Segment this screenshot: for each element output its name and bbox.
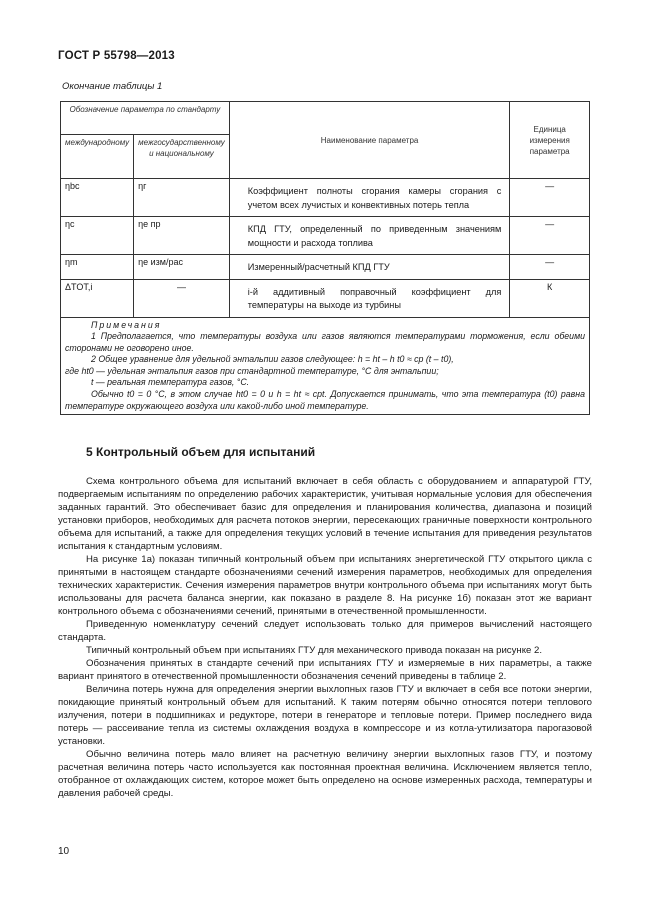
- cell-intl: ΔTOT,i: [61, 279, 134, 317]
- paragraph: Обычно величина потерь мало влияет на расчетную величину энергии выхлопных газов ГТУ, и поэтому расчетная величина потерь часто используется как постоянная проектная величина. Исключением является тепло, отобранное от охлаждающих систем, которое может быть определено на основе измеренных расхода, температуры и давления рабочей среды.: [58, 749, 592, 799]
- paragraph: Обозначения принятых в стандарте сечений при испытаниях ГТУ и измеряемые в них параметры, а также вариант принятого в отечественной промышленности обозначения сечений приведены в таблице 2.: [58, 658, 592, 682]
- cell-unit: —: [510, 255, 590, 280]
- cell-nat: ηг: [134, 179, 230, 217]
- table-notes: [61, 317, 590, 415]
- note-1: 1 Предполагается, что температуры воздуха или газов являются температурами торможения, если обеими сторонами не оговорено иное.: [65, 331, 585, 353]
- cell-intl: ηm: [61, 255, 134, 280]
- paragraph: Типичный контрольный объем при испытаниях ГТУ для механического привода показан на рисунке 2.: [86, 645, 543, 656]
- section-title: 5 Контрольный объем для испытаний: [86, 445, 316, 459]
- parameters-table: [60, 101, 590, 415]
- note-2a: 2 Общее уравнение для удельной энтальпии газов следующее: h = ht – h t0 ≈ cp (t – t0),: [91, 354, 454, 365]
- paragraph: Величина потерь нужна для определения энергии выхлопных газов ГТУ и включает в себя все потоки энергии, покидающие принятый контрольный объем для испытаний. К таким потерям обычно относятся потери теплового излучения, потери в подшипниках и редукторе, потери в генераторе и тепловые потери. Пример последнего вида потерь — рассеивание тепла из системы охлаждения воздуха в компрессоре и из котла-утилизатора парогазовой установки.: [58, 684, 592, 747]
- table-row: [61, 217, 590, 255]
- cell-intl: ηbc: [61, 179, 134, 217]
- header-unit: Единица измерения параметра: [510, 102, 590, 179]
- cell-nat: ηе изм/рас: [134, 255, 230, 280]
- cell-intl: ηc: [61, 217, 134, 255]
- header-designation: Обозначение параметра по стандарту: [61, 102, 230, 135]
- note-2d: Обычно t0 = 0 °С, в этом случае ht0 = 0 и h = ht ≈ cpt. Допускается принимать, что эта температура (t0) равна температуре окружающего воздуха или какой-либо иной температуре.: [65, 389, 585, 411]
- note-2c: t — реальная температура газов, °С.: [91, 377, 250, 388]
- cell-name: КПД ГТУ, определенный по приведенным значениям мощности и расхода топлива: [229, 217, 510, 255]
- cell-name: i-й аддитивный поправочный коэффициент для температуры на выходе из турбины: [229, 279, 510, 317]
- header-international: международному: [61, 135, 134, 179]
- note-2b: где ht0 — удельная энтальпия газов при стандартной температуре, °С для энтальпии;: [65, 365, 439, 376]
- paragraph: На рисунке 1а) показан типичный контрольный объем при испытаниях энергетической ГТУ открытого цикла с принятыми в настоящем стандарте обозначениями сечений измерения параметров, необходимых для определения технических характеристик. Сечения измерения параметров внутри контрольного объема при испытаниях могут быть использованы для расчета баланса энергии, как показано в разделе 8. На рисунке 1б) показан этот же вариант контрольного объема с обозначениями сечений, принятыми в отечественной промышленности.: [58, 554, 592, 617]
- table-row: [61, 279, 590, 317]
- paragraph: Схема контрольного объема для испытаний включает в себя область с оборудованием и аппаратурой ГТУ, подвергаемым испытаниям по определению рабочих характеристик, учитывая нормальные условия для обеспечения заданных гарантий. Это обеспечивает базис для определения и планирования количества, диапазона и позиций установки приборов, необходимых для расчета потоков энергии, пересекающих граничные поверхности контрольного объема для испытаний, а также для определения текущих условий в течение испытания для приведения результатов испытания к стандартным условиям.: [58, 476, 592, 552]
- cell-name: Измеренный/расчетный КПД ГТУ: [229, 255, 510, 280]
- cell-nat: ηе пр: [134, 217, 230, 255]
- cell-unit: —: [510, 179, 590, 217]
- cell-nat: —: [134, 279, 230, 317]
- page-number: 10: [58, 846, 70, 857]
- table-row: [61, 179, 590, 217]
- cell-name: Коэффициент полноты сгорания камеры сгорания с учетом всех лучистых и конвективных потерь тепла: [229, 179, 510, 217]
- paragraph: Приведенную номенклатуру сечений следует использовать только для примеров вычислений настоящего стандарта.: [58, 619, 592, 643]
- table-row: [61, 255, 590, 280]
- cell-unit: К: [510, 279, 590, 317]
- document-code: ГОСТ Р 55798—2013: [58, 50, 175, 62]
- header-national: межгосударственному и национальному: [134, 135, 230, 179]
- cell-unit: —: [510, 217, 590, 255]
- notes-title: Примечания: [91, 319, 162, 330]
- header-param-name: Наименование параметра: [229, 102, 510, 179]
- table-caption: Окончание таблицы 1: [62, 81, 163, 92]
- body-text: [58, 475, 592, 800]
